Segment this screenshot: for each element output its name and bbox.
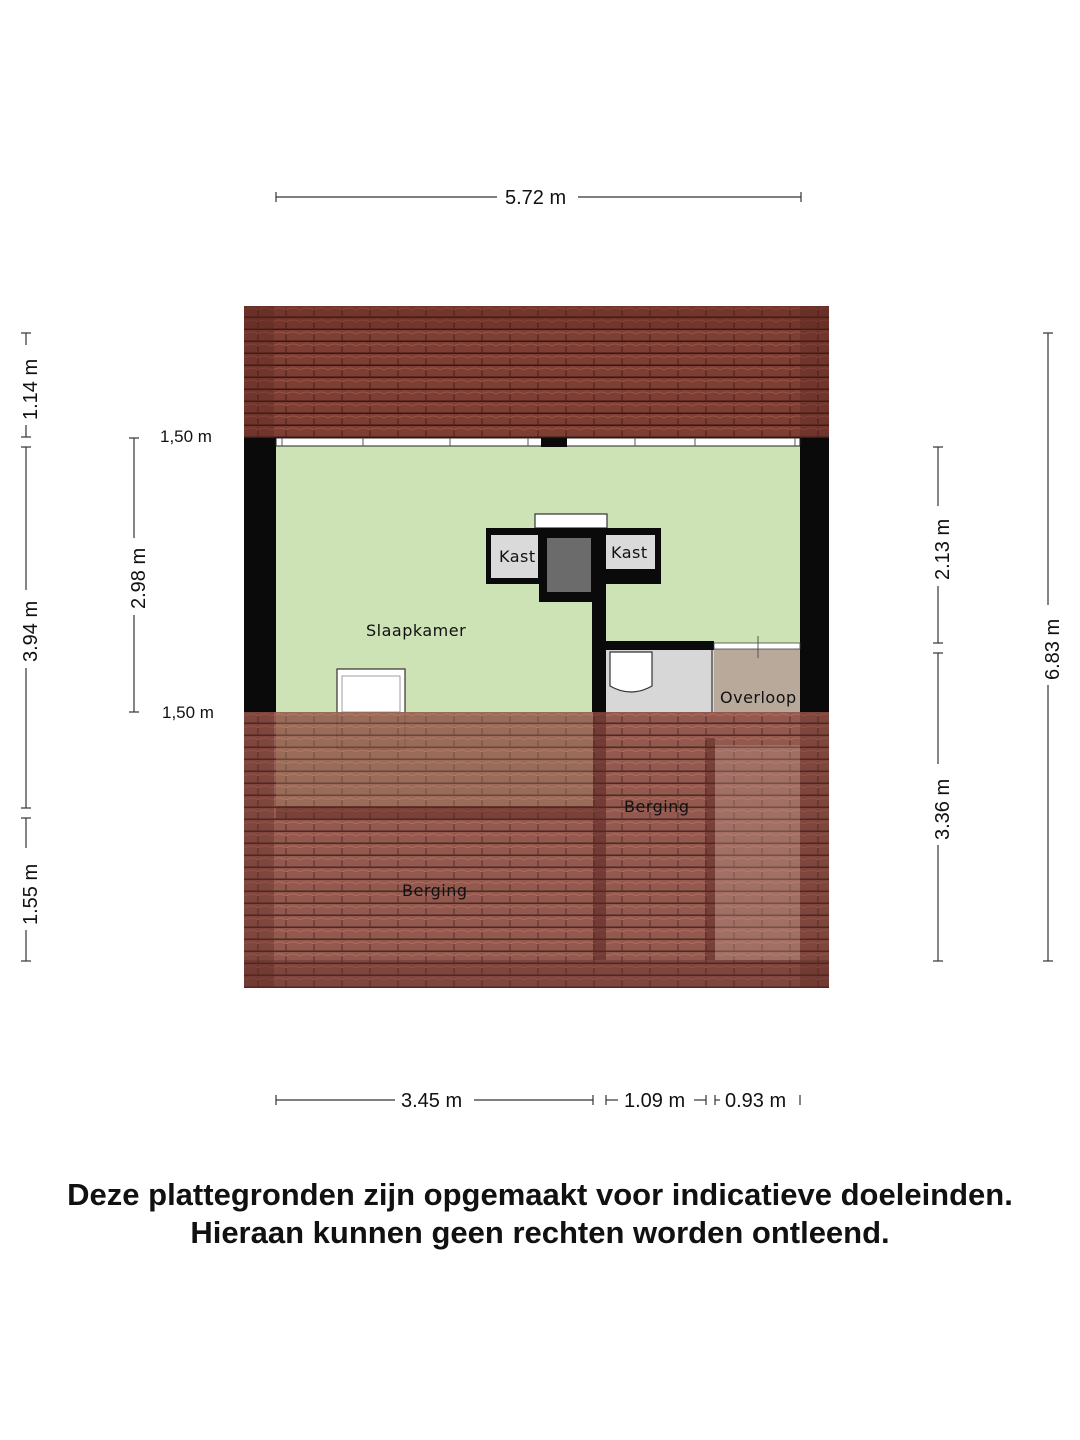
dim-left-label-3: 1.55 m: [20, 863, 42, 925]
dim-right-inner-label-2: 3.36 m: [932, 778, 954, 840]
sink: [610, 652, 652, 692]
height-label-top: 1,50 m: [160, 427, 212, 446]
storage-divider-vertical: [593, 712, 606, 960]
room-label-overloop: Overloop: [720, 688, 797, 707]
dim-bottom-label-1: 3.45 m: [401, 1090, 463, 1112]
room-label-slaapkamer: Slaapkamer: [366, 621, 467, 640]
stair: [715, 745, 800, 960]
roof-bottom-left-edge: [244, 712, 274, 988]
bed-chair-inner: [342, 676, 400, 712]
room-label-berging-bottom: Berging: [402, 881, 468, 900]
room-label-kast-right: Kast: [611, 543, 648, 562]
dim-right-outer-label: 6.83 m: [1042, 618, 1064, 680]
roof-bottom-right-edge: [800, 712, 829, 988]
roof-bottom-lower-edge: [244, 960, 829, 988]
disclaimer-line-1: Deze plattegronden zijn opgemaakt voor indicatieve doeleinden.: [67, 1177, 1013, 1212]
dim-bottom-label-2: 1.09 m: [624, 1090, 686, 1112]
wall-landing-top: [592, 641, 714, 650]
dim-top-label: 5.72 m: [505, 187, 567, 209]
wall-left: [244, 438, 276, 712]
landing-rail: [714, 643, 800, 649]
storage-divider-right: [705, 738, 715, 960]
dim-left-label-2: 3.94 m: [20, 600, 42, 662]
radiator: [535, 514, 607, 528]
kneewall: [276, 806, 593, 820]
dim-bottom: [276, 1095, 800, 1105]
dim-left-label-1: 1.14 m: [20, 358, 42, 420]
wall-right: [800, 438, 829, 712]
chimney: [547, 538, 591, 592]
disclaimer: [0, 1176, 1080, 1252]
dim-right-inner-label-1: 2.13 m: [932, 518, 954, 580]
window-post: [541, 438, 567, 447]
dim-left-inner-label: 2.98 m: [128, 547, 150, 609]
dim-bottom-label-3: 0.93 m: [725, 1090, 787, 1112]
room-label-berging-right: Berging: [624, 797, 690, 816]
height-label-bottom: 1,50 m: [162, 703, 214, 722]
disclaimer-line-2: Hieraan kunnen geen rechten worden ontleend.: [190, 1215, 890, 1250]
room-label-kast-left: Kast: [499, 547, 536, 566]
bedroom-lowzone: [276, 712, 593, 806]
roof-edge-top: [244, 306, 829, 328]
wall-top: [276, 438, 800, 446]
